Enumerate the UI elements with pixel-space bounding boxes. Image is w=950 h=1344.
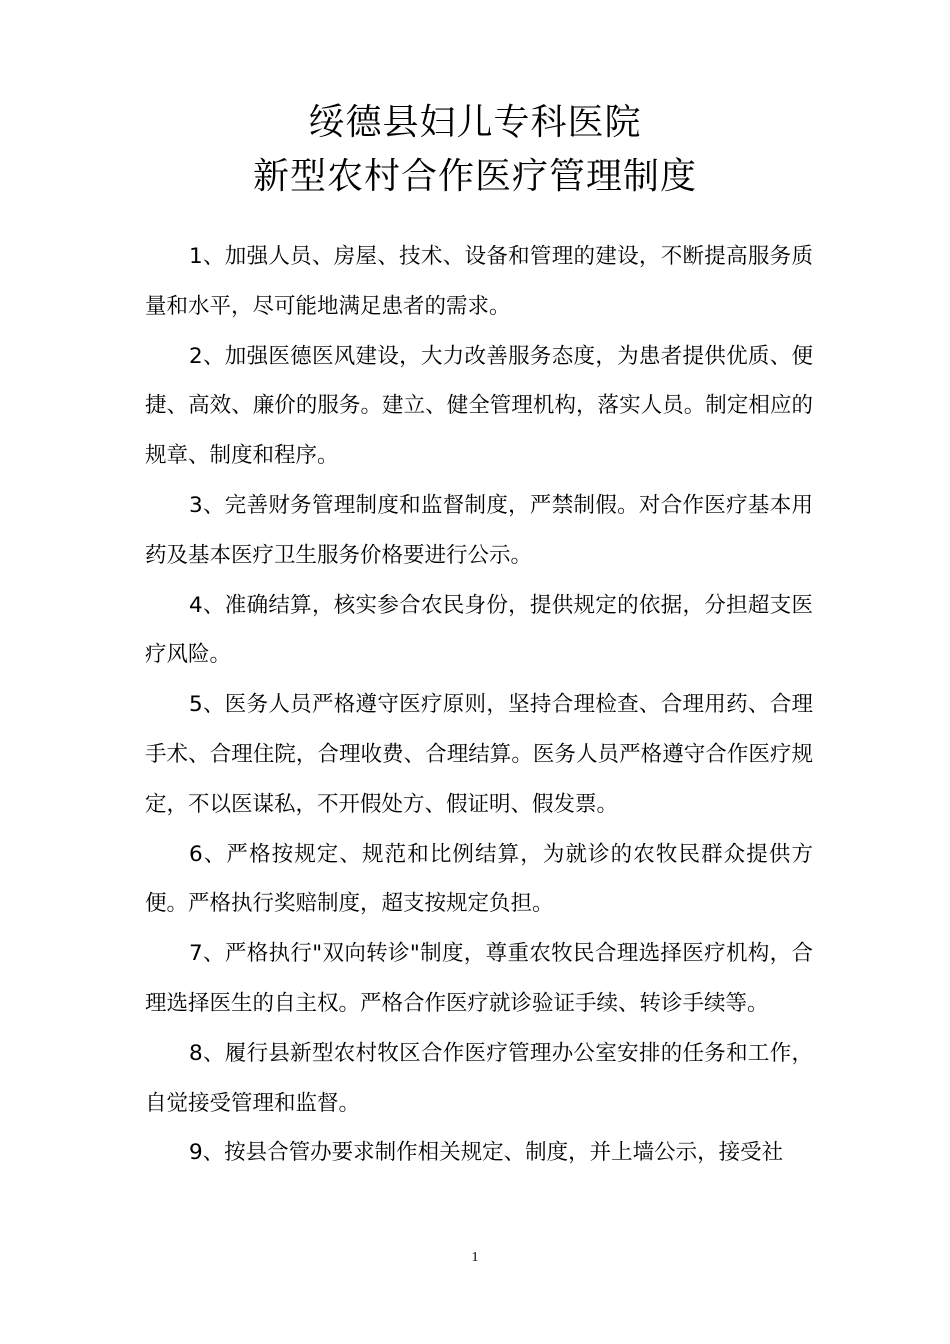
paragraph-3: 3、完善财务管理制度和监督制度，严禁制假。对合作医疗基本用药及基本医疗卫生服务价格要进行公示。 bbox=[145, 492, 813, 568]
title-regulation-name: 新型农村合作医疗管理制度 bbox=[252, 156, 697, 197]
paragraph-8: 8、履行县新型农村牧区合作医疗管理办公室安排的任务和工作，自觉接受管理和监督。 bbox=[145, 1040, 813, 1116]
paragraph-7: 7、严格执行"双向转诊"制度，尊重农牧民合理选择医疗机构，合理选择医生的自主权。严格合作医疗就诊验证手续、转诊手续等。 bbox=[145, 941, 813, 1016]
paragraph-2: 2、加强医德医风建设，大力改善服务态度，为患者提供优质、便捷、高效、廉价的服务。建立、健全管理机构，落实人员。制定相应的规章、制度和程序。 bbox=[145, 343, 813, 469]
title-hospital-name: 绥德县妇儿专科医院 bbox=[308, 102, 642, 143]
paragraph-5: 5、医务人员严格遵守医疗原则，坚持合理检查、合理用药、合理手术、合理住院，合理收费、合理结算。医务人员严格遵守合作医疗规定，不以医谋私，不开假处方、假证明、假发票。 bbox=[145, 692, 813, 817]
page-number: 1 bbox=[471, 1250, 479, 1265]
paragraph-1: 1、加强人员、房屋、技术、设备和管理的建设，不断提高服务质量和水平，尽可能地满足患者的需求。 bbox=[145, 244, 813, 319]
paragraph-4: 4、准确结算，核实参合农民身份，提供规定的依据，分担超支医疗风险。 bbox=[145, 592, 813, 668]
document-body bbox=[145, 232, 813, 1178]
document-title bbox=[0, 96, 950, 204]
paragraph-9: 9、按县合管办要求制作相关规定、制度，并上墙公示，接受社 bbox=[189, 1140, 784, 1166]
paragraph-6: 6、严格按规定、规范和比例结算，为就诊的农牧民群众提供方便。严格执行奖赔制度，超支按规定负担。 bbox=[145, 841, 813, 917]
